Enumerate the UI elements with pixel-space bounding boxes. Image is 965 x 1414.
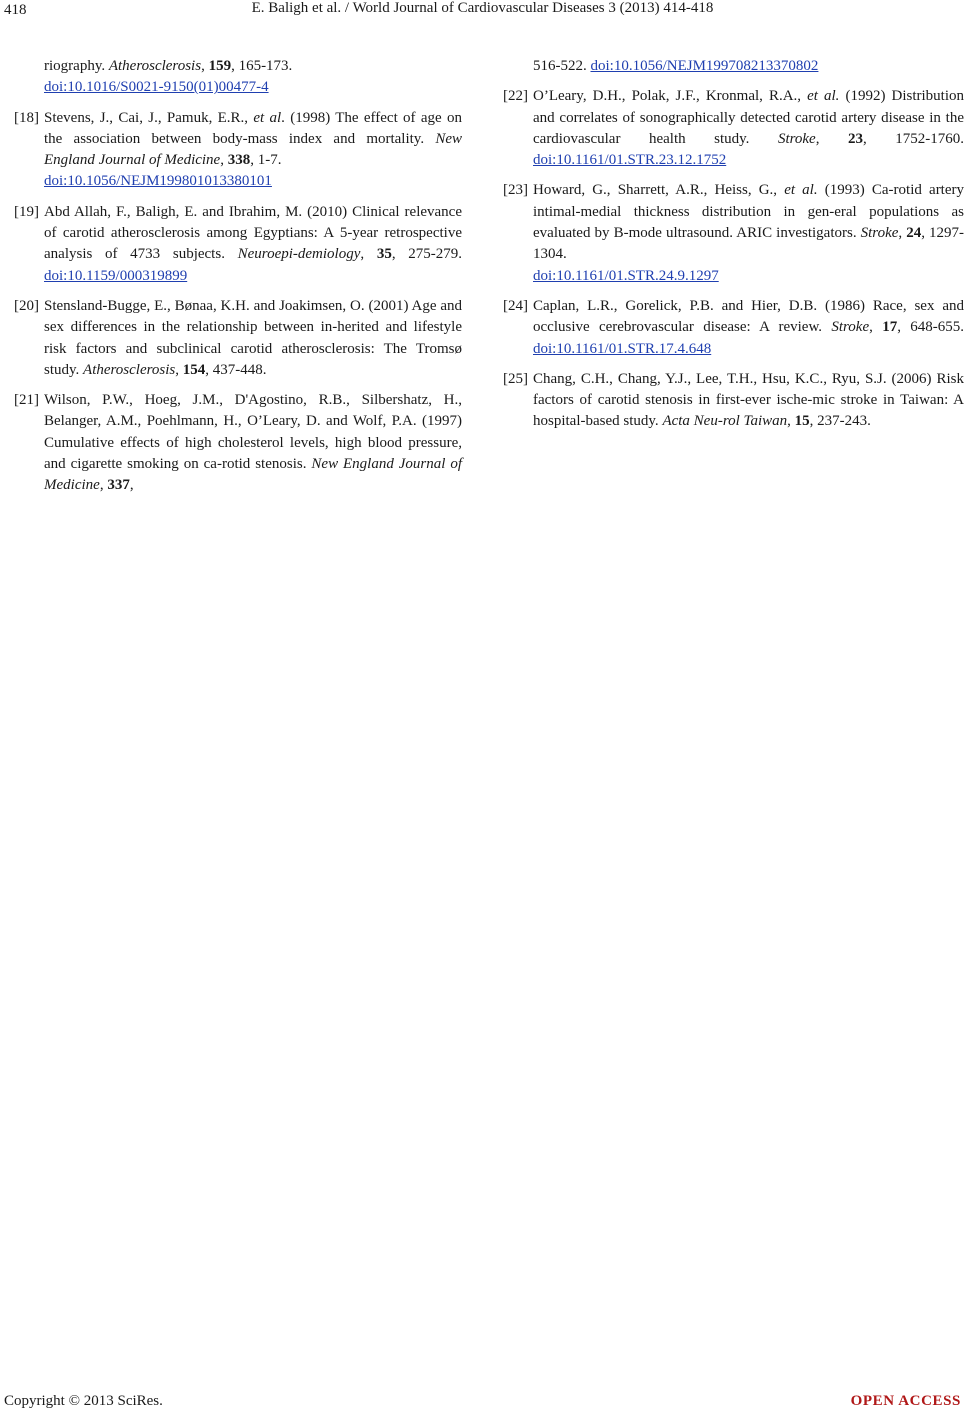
reference-number: [20] <box>14 297 39 314</box>
journal-name: Stroke <box>777 130 816 147</box>
reference-continuation: riography. Atherosclerosis, 159, 165-173. doi:10.1016/S0021-9150(01)00477-4 <box>44 58 293 96</box>
reference-continuation: 516-522. doi:10.1056/NEJM199708213370802 <box>533 58 819 74</box>
reference-number: [19] <box>14 203 39 220</box>
doi-link[interactable]: doi:10.1016/S0021-9150(01)00477-4 <box>44 79 269 96</box>
volume: 154 <box>182 361 206 378</box>
doi-link[interactable]: doi:10.1161/01.STR.24.9.1297 <box>533 267 719 284</box>
reference-number: [25] <box>503 370 528 387</box>
journal-name: Stroke <box>831 319 870 336</box>
journal-name: Acta Neu-rol Taiwan <box>662 413 788 430</box>
reference-20: [20] Stensland-Bugge, E., Bønaa, K.H. and Joakimsen, O. (2001) Age and sex differences in the relationship between in-herited and lifestyle risk factors and subclinical carotid atherosclerosis: The Tromsø study. Atherosclerosis, 154, 437-448. <box>14 296 462 381</box>
volume: 337 <box>107 477 130 494</box>
reference-number: [21] <box>14 392 39 409</box>
page-header <box>0 0 965 24</box>
reference-24: [24] Caplan, L.R., Gorelick, P.B. and Hier, D.B. (1986) Race, sex and occlusive cerebrovascular disease: A review. Stroke, 17, 648-655. doi:10.1161/01.STR.17.4.648 <box>503 296 964 360</box>
volume: 23 <box>848 130 863 147</box>
reference-21: [21] Wilson, P.W., Hoeg, J.M., D'Agostino, R.B., Silbershatz, H., Belanger, A.M., Poehlmann, H., O’Leary, D. and Wolf, P.A. (1997) Cumulative effects of high cholesterol levels, high blood pressure, and cigarette smoking on ca-rotid stenosis. New England Journal of Medicine, 337, <box>14 390 462 496</box>
left-column <box>14 56 462 506</box>
volume: 35 <box>376 246 392 263</box>
reference-19: [19] Abd Allah, F., Baligh, E. and Ibrahim, M. (2010) Clinical relevance of carotid atherosclerosis among Egyptians: A 5-year retrospective analysis of 4733 subjects. Neuroepi-demiology, 35, 275-279. doi:10.1159/000319899 <box>14 202 462 287</box>
journal-name: New England Journal of Medicine <box>44 456 463 494</box>
reference-23: [23] Howard, G., Sharrett, A.R., Heiss, G., et al. (1993) Ca-rotid artery intimal-medial thickness distribution in gen-eral populations as evaluated by B-mode ultrasound. ARIC investigators. Stroke, 24, 1297-1304. doi:10.1161/01.STR.24.9.1297 <box>503 180 964 286</box>
reference-number: [22] <box>503 88 528 105</box>
journal-name: Atherosclerosis <box>108 58 202 74</box>
volume: 159 <box>208 58 232 74</box>
open-access-label: OPEN ACCESS <box>850 1393 961 1409</box>
reference-25: [25] Chang, C.H., Chang, Y.J., Lee, T.H., Hsu, K.C., Ryu, S.J. (2006) Risk factors of carotid stenosis in first-ever ische-mic stroke in Taiwan: A hospital-based study. Acta Neu-rol Taiwan, 15, 237-243. <box>503 369 964 433</box>
volume: 15 <box>794 413 810 430</box>
journal-name: Neuroepi-demiology <box>237 246 361 263</box>
page-number: 418 <box>4 2 27 18</box>
doi-link[interactable]: doi:10.1159/000319899 <box>44 267 188 284</box>
doi-link[interactable]: doi:10.1161/01.STR.17.4.648 <box>533 340 712 357</box>
volume: 24 <box>906 225 922 242</box>
journal-name: Stroke <box>860 225 899 242</box>
journal-name: Atherosclerosis <box>83 361 176 378</box>
journal-name: New England Journal of Medicine <box>44 130 462 169</box>
reference-18: [18] Stevens, J., Cai, J., Pamuk, E.R., et al. (1998) The effect of age on the association between body-mass index and mortality. New England Journal of Medicine, 338, 1-7. doi:10.1056/NEJM199801013380101 <box>14 108 462 193</box>
doi-link[interactable]: doi:10.1056/NEJM199708213370802 <box>590 58 819 74</box>
volume: 17 <box>882 319 898 336</box>
reference-number: [23] <box>503 182 528 199</box>
copyright-notice: Copyright © 2013 SciRes. <box>4 1393 163 1409</box>
doi-link[interactable]: doi:10.1056/NEJM199801013380101 <box>44 173 272 190</box>
right-column <box>503 56 964 442</box>
running-head: E. Baligh et al. / World Journal of Cardiovascular Diseases 3 (2013) 414-418 <box>251 0 714 16</box>
reference-number: [24] <box>503 297 528 314</box>
reference-number: [18] <box>14 109 39 126</box>
volume: 338 <box>227 152 251 169</box>
reference-22: [22] O’Leary, D.H., Polak, J.F., Kronmal, R.A., et al. (1992) Distribution and correlates of sonographically detected carotid artery disease in the cardiovascular health study. Stroke, 23, 1752-1760. doi:10.1161/01.STR.23.12.1752 <box>503 86 964 171</box>
doi-link[interactable]: doi:10.1161/01.STR.23.12.1752 <box>533 152 727 169</box>
